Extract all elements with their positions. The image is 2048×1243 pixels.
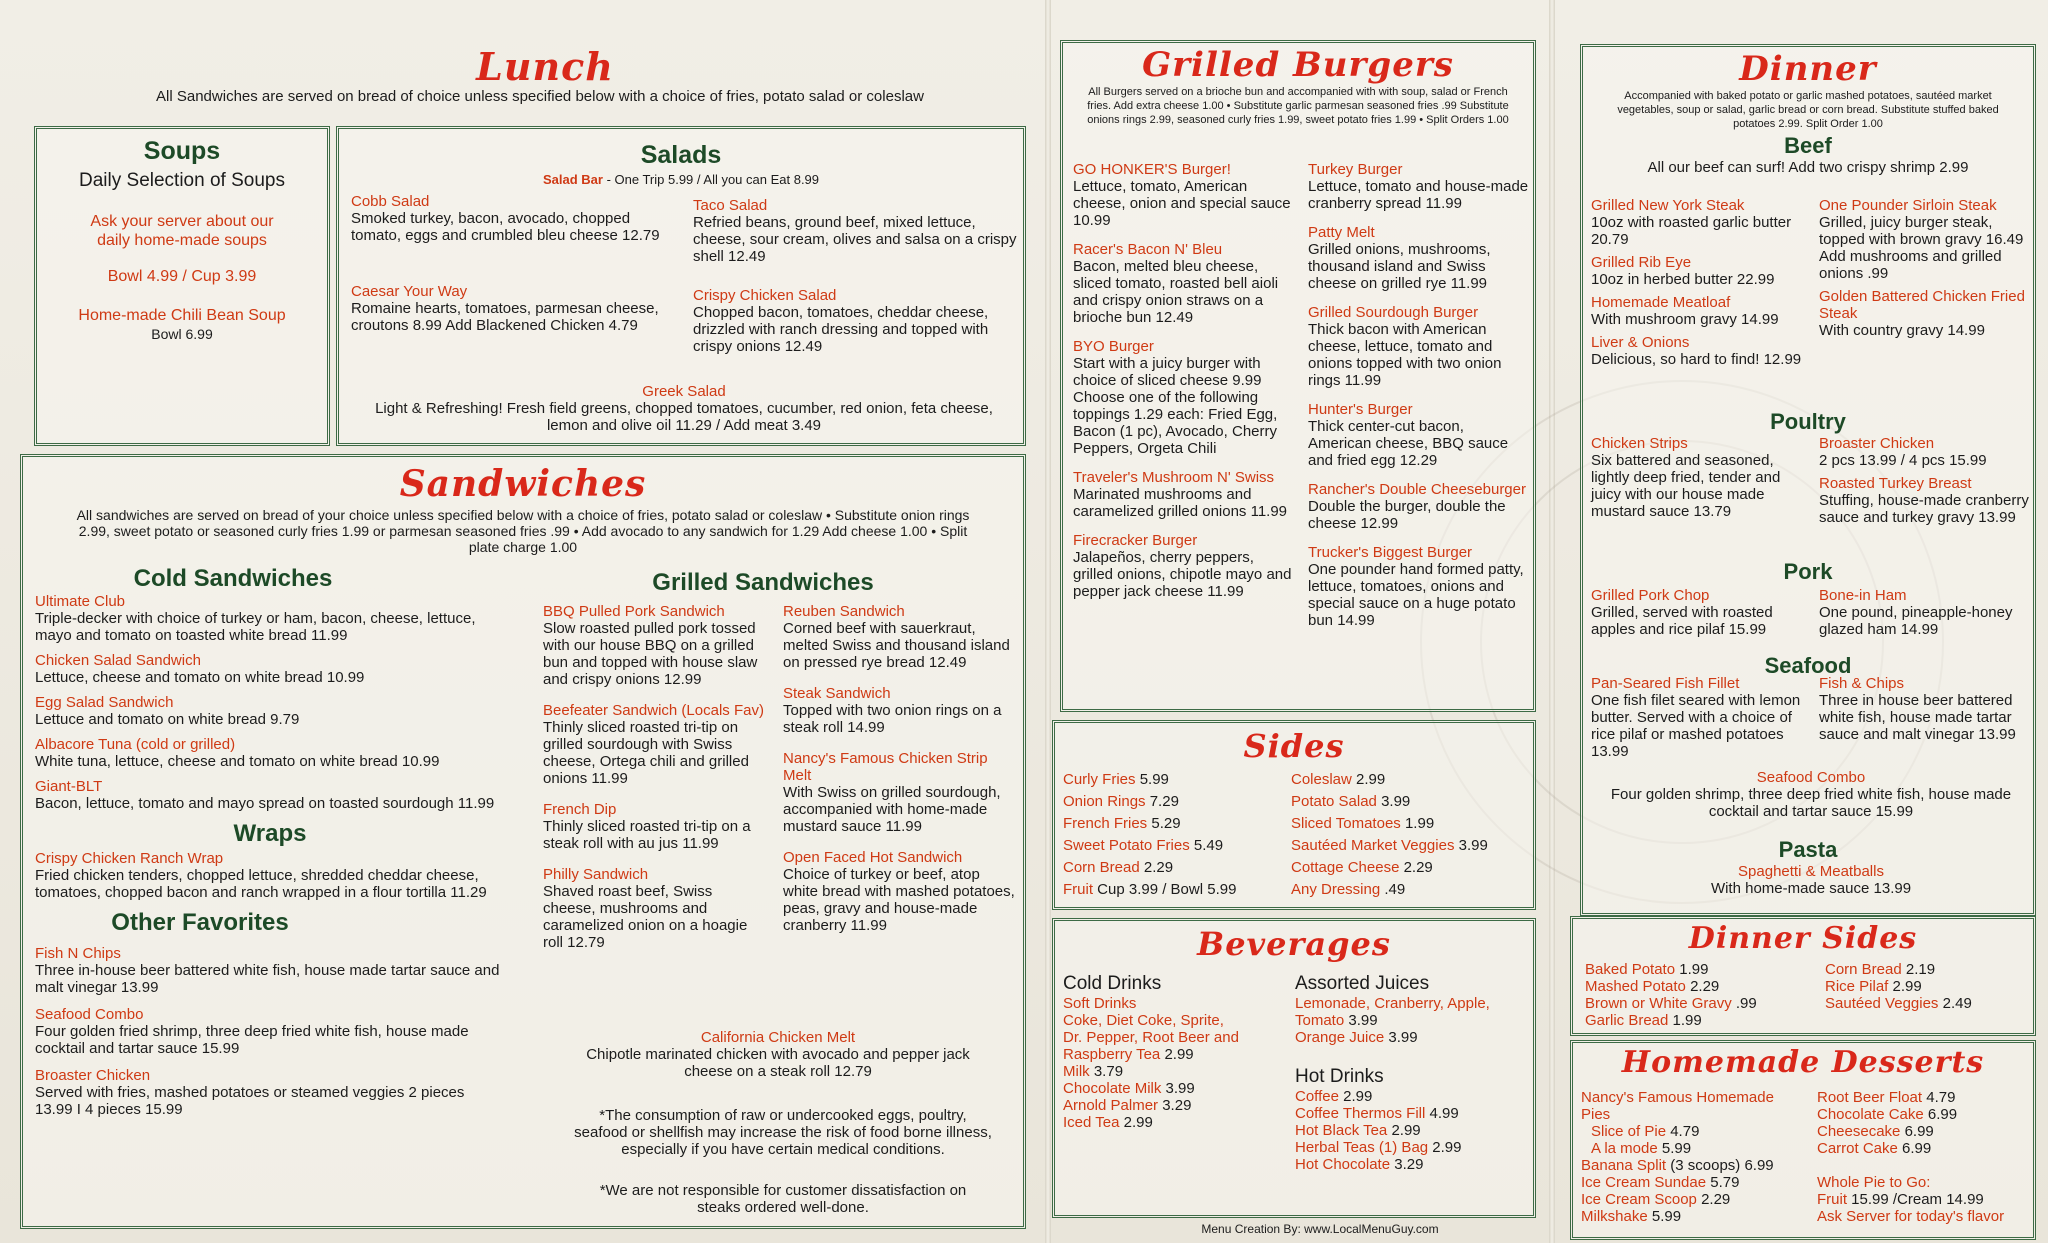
menu-item (783, 603, 1015, 671)
menu-item (1819, 475, 2031, 526)
seafood-right-list (1819, 675, 2031, 743)
item-name: Ultimate Club (35, 593, 126, 610)
drink-item: Tomato 3.99 (1295, 1012, 1378, 1029)
item-desc: 10oz with roasted garlic butter 20.79 (1591, 214, 1792, 248)
item-name: Grilled New York Steak (1591, 197, 1745, 214)
item-name: Trucker's Biggest Burger (1308, 544, 1473, 561)
dinner-sides-right (1825, 961, 2030, 1012)
dessert-item: Milkshake 5.99 (1581, 1208, 1682, 1225)
item-name: Turkey Burger (1308, 161, 1403, 178)
cold-list (35, 593, 505, 1126)
side-item: Corn Bread 2.29 (1063, 859, 1174, 876)
wraps-heading: Wraps (233, 820, 307, 847)
item-name: Traveler's Mushroom N' Swiss (1073, 469, 1275, 486)
soups-subheading: Daily Selection of Soups (79, 170, 285, 191)
dinner-sides-box (1570, 916, 2036, 1036)
item-name: Liver & Onions (1591, 334, 1690, 351)
item-name: Golden Battered Chicken Fried Steak (1819, 288, 2025, 322)
item-desc: With mushroom gravy 14.99 (1591, 311, 1779, 328)
item-desc: Four golden fried shrimp, three deep fried white fish, house made cocktail and tartar sauce 15.99 (35, 1023, 469, 1057)
poultry-heading: Poultry (1770, 409, 1846, 434)
dinner-box (1580, 44, 2036, 916)
item-desc: One pounder hand formed patty, lettuce, tomatoes, onions and special sauce on a huge potato bun 14.99 (1308, 561, 1524, 629)
menu-item (1819, 435, 2031, 469)
sandwiches-note: All sandwiches are served on bread of your choice unless specified below with a choice of fries, potato salad or coleslaw • Substitute onion rings 2.99, sweet potato or seasoned curly fries 1.99 or parmesan seasoned fries .99 • Add avocado to any sandwich for 1.29 Add cheese 1.00 • Split plate charge 1.00 (76, 507, 970, 555)
side-item: French Fries 5.29 (1063, 815, 1181, 832)
item-desc: With Swiss on grilled sourdough, accompanied with home-made mustard sauce 11.99 (783, 784, 1001, 835)
salad-bar-name: Salad Bar (542, 172, 603, 187)
salad-desc: Romaine hearts, tomatoes, parmesan cheese, croutons 8.99 Add Blackened Chicken 4.79 (351, 300, 659, 334)
seafood-left-list (1591, 675, 1813, 760)
item-desc: Thick center-cut bacon, American cheese, BBQ sauce and fried egg 12.29 (1308, 418, 1509, 469)
item-name: Chicken Salad Sandwich (35, 652, 201, 669)
cold-sandwiches-heading: Cold Sandwiches (133, 565, 333, 592)
grilled-sandwiches-heading: Grilled Sandwiches (652, 569, 874, 596)
food-warning: *The consumption of raw or undercooked eggs, poultry, seafood or shellfish may increase the risk of food borne illness, especially if you have certain medical conditions. (574, 1107, 992, 1158)
item-desc: 10oz in herbed butter 22.99 (1591, 271, 1775, 288)
menu-item (35, 694, 505, 728)
salad-item (351, 283, 671, 334)
item-desc: Bacon, melted bleu cheese, sliced tomato, roasted bell aioli and crispy onion straws on a brioche bun 12.49 (1073, 258, 1279, 326)
california-item (543, 1029, 1013, 1080)
dessert-item: Carrot Cake 6.99 (1817, 1140, 1932, 1157)
item-desc: Lettuce, tomato, American cheese, onion and special sauce 10.99 (1073, 178, 1291, 229)
menu-item (1591, 334, 1813, 368)
item-name: Broaster Chicken (1819, 435, 1935, 452)
salad-item (351, 193, 671, 244)
pork-right-list (1819, 587, 2031, 638)
burgers-title: Grilled Burgers (1142, 45, 1454, 85)
soups-bowl-cup: Bowl 4.99 / Cup 3.99 (107, 268, 257, 285)
item-desc: Double the burger, double the cheese 12.99 (1308, 498, 1506, 532)
item-name: Fish N Chips (35, 945, 121, 962)
dessert-item: Pies (1581, 1106, 1611, 1123)
pasta-item (1593, 863, 2029, 897)
drink-item: Milk 3.79 (1063, 1063, 1124, 1080)
menu-credit: Menu Creation By: www.LocalMenuGuy.com (1201, 1222, 1439, 1236)
item-name: Grilled Rib Eye (1591, 254, 1692, 271)
drink-item: Orange Juice 3.99 (1295, 1029, 1418, 1046)
item-desc: Three in-house beer battered white fish, house made tartar sauce and malt vinegar 13.99 (35, 962, 500, 996)
menu-item (543, 866, 768, 951)
menu-item (783, 750, 1015, 835)
item-name: Broaster Chicken (35, 1067, 151, 1084)
item-name: Rancher's Double Cheeseburger (1308, 481, 1526, 498)
burgers-note: All Burgers served on a brioche bun and accompanied with with soup, salad or French fries. Add extra cheese 1.00 • Substitute garlic parmesan seasoned fries .99 Substitute onions rings 2.99, seasoned curly fries 1.99, sweet potato fries 1.99 • Split Orders 1.00 (1087, 86, 1509, 126)
dessert-item: A la mode 5.99 (1591, 1140, 1692, 1157)
beef-note: All our beef can surf! Add two crispy shrimp 2.99 (1647, 159, 1969, 176)
dessert-item: Ice Cream Sundae 5.79 (1581, 1174, 1740, 1191)
item-name: Racer's Bacon N' Bleu (1073, 241, 1223, 258)
item-name: Crispy Chicken Ranch Wrap (35, 850, 224, 867)
menu-item (35, 593, 505, 644)
menu-item (543, 603, 768, 688)
item-name: Nancy's Famous Chicken Strip Melt (783, 750, 988, 784)
menu-item (35, 778, 505, 812)
soups-box (34, 126, 330, 446)
burgers-right-list (1308, 161, 1530, 641)
item-name: Grilled Pork Chop (1591, 587, 1710, 604)
menu-item (1819, 675, 2031, 743)
dessert-item (1817, 1157, 2033, 1174)
drink-item: Raspberry Tea 2.99 (1063, 1046, 1194, 1063)
item-name: Homemade Meatloaf (1591, 294, 1731, 311)
item-name: Seafood Combo (1756, 769, 1866, 786)
soups-ask: Ask your server about our daily home-made soups (90, 213, 274, 249)
drink-item: Hot Chocolate 3.29 (1295, 1156, 1424, 1173)
item-name: Spaghetti & Meatballs (1738, 863, 1884, 880)
item-desc: 2 pcs 13.99 / 4 pcs 15.99 (1819, 452, 1987, 469)
dinner-sides-left (1585, 961, 1815, 1029)
grilled-left-list (543, 603, 768, 965)
drink-item: Coffee 2.99 (1295, 1088, 1373, 1105)
item-name: GO HONKER'S Burger! (1073, 161, 1231, 178)
dessert-item: Nancy's Famous Homemade (1581, 1089, 1774, 1106)
menu-item (1591, 435, 1813, 520)
menu-item (35, 850, 505, 901)
item-desc: Bacon, lettuce, tomato and mayo spread on toasted sourdough 11.99 (35, 795, 495, 812)
side-item: Curly Fries 5.99 (1063, 771, 1169, 788)
soups-heading: Soups (143, 137, 221, 165)
menu-item (35, 736, 505, 770)
chili-price: Bowl 6.99 (151, 326, 213, 342)
cold-drinks-heading: Cold Drinks (1063, 973, 1162, 994)
item-desc: Fried chicken tenders, chopped lettuce, shredded cheddar cheese, tomatoes, chopped bacon and ranch wrapped in a flour tortilla 11.29 (35, 867, 487, 901)
dessert-item: Fruit 15.99 /Cream 14.99 (1817, 1191, 1984, 1208)
item-desc: Shaved roast beef, Swiss cheese, mushrooms and caramelized onion on a hoagie roll 12.79 (543, 883, 748, 951)
drink-item: Chocolate Milk 3.99 (1063, 1080, 1195, 1097)
item-name: Hunter's Burger (1308, 401, 1413, 418)
item-name: Giant-BLT (35, 778, 103, 795)
menu-item (1308, 401, 1530, 469)
beef-heading: Beef (1784, 133, 1832, 158)
item-desc: Start with a juicy burger with choice of sliced cheese 9.99 Choose one of the following toppings 1.29 each: Fried Egg, Bacon (1 pc), Avocado, Cherry Peppers, Orgeta Chili (1073, 355, 1278, 457)
drink-item: Iced Tea 2.99 (1063, 1114, 1153, 1131)
item-desc: Lettuce and tomato on white bread 9.79 (35, 711, 300, 728)
item-desc: Slow roasted pulled pork tossed with our house BBQ on a grilled bun and topped with house slaw and crispy onions 12.99 (543, 620, 758, 688)
menu-item (1308, 161, 1530, 212)
item-name: Patty Melt (1308, 224, 1375, 241)
dessert-item: Ask Server for today's flavor (1817, 1208, 2005, 1225)
side-item: Any Dressing .49 (1291, 881, 1406, 898)
item-desc: Chipotle marinated chicken with avocado and pepper jack cheese on a steak roll 12.79 (586, 1046, 970, 1080)
side-item: Brown or White Gravy .99 (1585, 995, 1757, 1012)
side-item: Sautéed Veggies 2.49 (1825, 995, 1972, 1012)
side-item: Rice Pilaf 2.99 (1825, 978, 1922, 995)
item-name: BYO Burger (1073, 338, 1154, 355)
drink-item: Coffee Thermos Fill 4.99 (1295, 1105, 1459, 1122)
poultry-right-list (1819, 435, 2031, 526)
drink-item: Arnold Palmer 3.29 (1063, 1097, 1192, 1114)
item-name: Open Faced Hot Sandwich (783, 849, 963, 866)
dinner-sides-title: Dinner Sides (1688, 921, 1918, 956)
burgers-box (1060, 40, 1536, 712)
item-desc: Corned beef with sauerkraut, melted Swiss and thousand island on pressed rye bread 12.49 (783, 620, 1010, 671)
item-name: Firecracker Burger (1073, 532, 1198, 549)
drink-item: Soft Drinks (1063, 995, 1137, 1012)
grilled-right-list (783, 603, 1015, 948)
menu-item (783, 849, 1015, 934)
lunch-subtitle: All Sandwiches are served on bread of choice unless specified below with a choice of fries, potato salad or coleslaw (156, 88, 924, 105)
side-item: Cottage Cheese 2.29 (1291, 859, 1433, 876)
item-name: Bone-in Ham (1819, 587, 1907, 604)
pork-left-list (1591, 587, 1813, 638)
side-item: Onion Rings 7.29 (1063, 793, 1179, 810)
side-item: Sautéed Market Veggies 3.99 (1291, 837, 1488, 854)
poultry-left-list (1591, 435, 1813, 520)
item-desc: Grilled, served with roasted apples and rice pilaf 15.99 (1591, 604, 1773, 638)
item-desc: Jalapeños, cherry peppers, grilled onions, chipotle mayo and pepper jack cheese 11.99 (1073, 549, 1292, 600)
item-desc: Grilled, juicy burger steak, topped with brown gravy 16.49 Add mushrooms and grilled onions .99 (1819, 214, 2024, 282)
pork-heading: Pork (1783, 559, 1833, 584)
item-name: Egg Salad Sandwich (35, 694, 174, 711)
hot-drinks-heading: Hot Drinks (1295, 1066, 1384, 1087)
cold-drinks-list (1063, 973, 1288, 1131)
side-item: Coleslaw 2.99 (1291, 771, 1386, 788)
item-desc: White tuna, lettuce, cheese and tomato on white bread 10.99 (35, 753, 440, 770)
menu-item (1308, 304, 1530, 389)
item-name: Albacore Tuna (cold or grilled) (35, 736, 236, 753)
burgers-left-list (1073, 161, 1298, 612)
side-item: Garlic Bread 1.99 (1585, 1012, 1702, 1029)
menu-item (1591, 254, 1813, 288)
dinner-note: Accompanied with baked potato or garlic mashed potatoes, sautéed market vegetables, soup or salad, garlic bread or corn bread. Substitute stuffed baked potatoes 2.99. Split Order 1.00 (1617, 90, 1999, 130)
item-name: Beefeater Sandwich (Locals Fav) (543, 702, 764, 719)
menu-item (543, 801, 768, 852)
pasta-heading: Pasta (1778, 837, 1838, 862)
drink-item: Lemonade, Cranberry, Apple, (1295, 995, 1490, 1012)
salads-box (336, 126, 1026, 446)
menu-item (35, 1006, 505, 1057)
dessert-item: Slice of Pie 4.79 (1591, 1123, 1700, 1140)
salad-name: Cobb Salad (351, 193, 430, 210)
menu-item (1073, 241, 1298, 326)
dinner-title: Dinner (1739, 49, 1877, 89)
item-desc: Three in house beer battered white fish, house made tartar sauce and malt vinegar 13.99 (1819, 692, 2016, 743)
steak-note: *We are not responsible for customer dissatisfaction on steaks ordered well-done. (599, 1182, 967, 1216)
menu-item (1073, 469, 1298, 520)
side-item: Baked Potato 1.99 (1585, 961, 1709, 978)
side-item: Sliced Tomatoes 1.99 (1291, 815, 1435, 832)
item-desc: Six battered and seasoned, lightly deep fried, tender and juicy with our house made mustard sauce 13.79 (1591, 452, 1781, 520)
item-desc: Marinated mushrooms and caramelized grilled onions 11.99 (1073, 486, 1288, 520)
item-desc: With country gravy 14.99 (1819, 322, 1985, 339)
item-name: Roasted Turkey Breast (1819, 475, 1972, 492)
salad-desc: Light & Refreshing! Fresh field greens, chopped tomatoes, cucumber, red onion, feta cheese, lemon and olive oil 11.29 / Add meat 3.49 (375, 400, 993, 434)
menu-item (543, 702, 768, 787)
sides-left-list (1063, 771, 1283, 903)
item-desc: Lettuce, cheese and tomato on white bread 10.99 (35, 669, 365, 686)
item-desc: Lettuce, tomato and house-made cranberry spread 11.99 (1308, 178, 1529, 212)
salad-item (693, 197, 1019, 265)
menu-item (1073, 161, 1298, 229)
item-name: Steak Sandwich (783, 685, 891, 702)
menu-item (1308, 481, 1530, 532)
item-desc: Served with fries, mashed potatoes or steamed veggies 2 pieces 13.99 I 4 pieces 15.99 (35, 1084, 465, 1118)
item-desc: Thinly sliced roasted tri-tip on grilled sourdough with Swiss cheese, Ortega chili and grilled onions 11.99 (543, 719, 749, 787)
side-item: Sweet Potato Fries 5.49 (1063, 837, 1224, 854)
salad-name: Caesar Your Way (351, 283, 468, 300)
salad-name: Crispy Chicken Salad (693, 287, 837, 304)
item-name: French Dip (543, 801, 617, 818)
menu-item (1819, 197, 2031, 282)
salad-desc: Smoked turkey, bacon, avocado, chopped tomato, eggs and crumbled bleu cheese 12.79 (351, 210, 660, 244)
item-desc: Topped with two onion rings on a steak roll 14.99 (783, 702, 1002, 736)
dessert-item: Whole Pie to Go: (1817, 1174, 1931, 1191)
menu-item (35, 1067, 505, 1118)
salad-item (369, 383, 999, 434)
desserts-box (1570, 1040, 2036, 1240)
other-favorites-heading: Other Favorites (111, 909, 289, 936)
beverages-title: Beverages (1197, 925, 1391, 963)
salad-desc: Refried beans, ground beef, mixed lettuce, cheese, sour cream, olives and salsa on a crispy shell 12.49 (693, 214, 1017, 265)
beef-right-list (1819, 197, 2031, 345)
item-desc: Four golden shrimp, three deep fried white fish, house made cocktail and tartar sauce 15.99 (1610, 786, 2012, 820)
seafood-heading: Seafood (1764, 653, 1852, 678)
desserts-right (1817, 1089, 2033, 1225)
chili-name: Home-made Chili Bean Soup (78, 307, 286, 324)
item-name: Reuben Sandwich (783, 603, 905, 620)
item-desc: Delicious, so hard to find! 12.99 (1591, 351, 1802, 368)
salad-name: Taco Salad (693, 197, 768, 214)
salad-bar (339, 172, 1023, 187)
item-name: Grilled Sourdough Burger (1308, 304, 1479, 321)
salads-heading: Salads (640, 141, 722, 169)
beef-left-list (1591, 197, 1813, 374)
item-name: Fish & Chips (1819, 675, 1905, 692)
menu-item (1073, 532, 1298, 600)
juices-list (1295, 973, 1531, 1173)
sandwiches-box (20, 454, 1026, 1229)
seafood-combo (1593, 769, 2029, 820)
juices-heading: Assorted Juices (1295, 973, 1430, 994)
menu-item (1308, 544, 1530, 629)
menu-item (1819, 587, 2031, 638)
sides-right-list (1291, 771, 1531, 903)
dessert-item: Ice Cream Scoop 2.29 (1581, 1191, 1731, 1208)
beverages-box (1052, 918, 1536, 1218)
item-desc: Thick bacon with American cheese, lettuce, tomato and onions topped with two onion rings 11.99 (1308, 321, 1502, 389)
side-item: Corn Bread 2.19 (1825, 961, 1936, 978)
item-name: California Chicken Melt (700, 1029, 856, 1046)
side-item: Potato Salad 3.99 (1291, 793, 1411, 810)
item-name: Philly Sandwich (543, 866, 649, 883)
dessert-item: Banana Split (3 scoops) 6.99 (1581, 1157, 1774, 1174)
item-name: BBQ Pulled Pork Sandwich (543, 603, 725, 620)
dessert-item: Cheesecake 6.99 (1817, 1123, 1934, 1140)
salad-bar-text: - One Trip 5.99 / All you can Eat 8.99 (602, 172, 820, 187)
sides-box (1052, 720, 1536, 910)
menu-item (35, 652, 505, 686)
dessert-item: Root Beer Float 4.79 (1817, 1089, 1956, 1106)
menu-item (783, 685, 1015, 736)
dessert-item: Chocolate Cake 6.99 (1817, 1106, 1958, 1123)
salad-desc: Chopped bacon, tomatoes, cheddar cheese, drizzled with ranch dressing and topped with crispy onions 12.49 (693, 304, 989, 355)
sandwiches-title: Sandwiches (399, 463, 647, 505)
menu-item (1819, 288, 2031, 339)
side-item: Mashed Potato 2.29 (1585, 978, 1720, 995)
drink-item: Hot Black Tea 2.99 (1295, 1122, 1421, 1139)
item-desc: One fish filet seared with lemon butter. Served with a choice of rice pilaf or mashed potatoes 13.99 (1591, 692, 1801, 760)
item-name: Pan-Seared Fish Fillet (1591, 675, 1740, 692)
item-desc: Thinly sliced roasted tri-tip on a steak roll with au jus 11.99 (543, 818, 751, 852)
menu-item (1308, 224, 1530, 292)
item-name: Chicken Strips (1591, 435, 1688, 452)
desserts-title: Homemade Desserts (1621, 1045, 1985, 1080)
lunch-title: Lunch (476, 44, 614, 89)
item-desc: One pound, pineapple-honey glazed ham 14.99 (1819, 604, 2013, 638)
menu-item (1591, 294, 1813, 328)
item-desc: Grilled onions, mushrooms, thousand island and Swiss cheese on grilled rye 11.99 (1308, 241, 1491, 292)
side-item: Fruit Cup 3.99 / Bowl 5.99 (1063, 881, 1237, 898)
item-desc: Choice of turkey or beef, atop white bread with mashed potatoes, peas, gravy and house-made cranberry 11.99 (783, 866, 1015, 934)
desserts-left (1581, 1089, 1813, 1225)
item-name: Seafood Combo (35, 1006, 144, 1023)
item-desc: With home-made sauce 13.99 (1710, 880, 1912, 897)
menu-item (1073, 338, 1298, 457)
salad-name: Greek Salad (642, 383, 726, 400)
item-desc: Triple-decker with choice of turkey or ham, bacon, cheese, lettuce, mayo and tomato on toasted white bread 11.99 (35, 610, 476, 644)
menu-item (1591, 197, 1813, 248)
item-desc: Stuffing, house-made cranberry sauce and turkey gravy 13.99 (1819, 492, 2029, 526)
drink-item: Dr. Pepper, Root Beer and (1063, 1029, 1239, 1046)
menu-item (35, 945, 505, 996)
menu-item (1591, 675, 1813, 760)
drink-item: Coke, Diet Coke, Sprite, (1063, 1012, 1224, 1029)
item-name: One Pounder Sirloin Steak (1819, 197, 1997, 214)
menu-item (1591, 587, 1813, 638)
salad-item (693, 287, 1019, 355)
drink-item: Herbal Teas (1) Bag 2.99 (1295, 1139, 1462, 1156)
sides-title: Sides (1243, 727, 1345, 765)
